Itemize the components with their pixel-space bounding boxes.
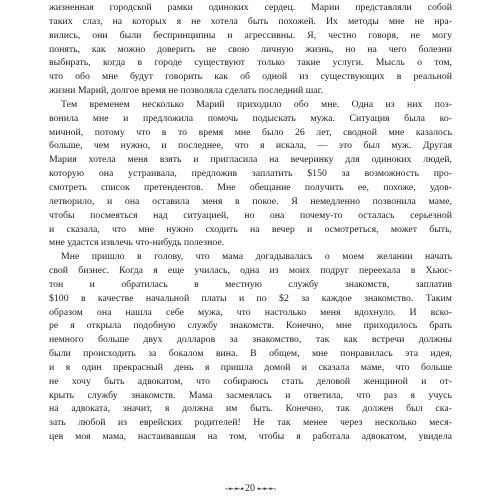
ornament-left-icon: ~•~•~• bbox=[224, 483, 243, 494]
text-line: что обо мне будут говорить как об одной из существующих в реальной bbox=[49, 71, 452, 83]
text-line: и я один прекрасный день я пришла домой и сказала маме, что больше bbox=[49, 361, 452, 373]
text-line: жизненная городской рамки одиноких сердец. Марии представляли собой bbox=[49, 2, 452, 13]
text-line: вонила мне и предложила помочь подыскать мужа. Ситуация была ко- bbox=[49, 112, 452, 124]
text-line: Тем временем несколько Марий приходило обо мне. Одна из них поз- bbox=[61, 98, 452, 110]
text-line: таких слаз, на которых я не хотела быть похожей. Их методы мне не нра- bbox=[49, 15, 452, 27]
body-text bbox=[49, 0, 452, 444]
ornament-right-icon: •~•~•~ bbox=[257, 483, 276, 494]
text-line: Мария хотела меня взять и пригласила на вечеринку для одиноких людей, bbox=[49, 154, 452, 166]
text-line: зать любой из еврейских родителей! Не так менее через несколько меся- bbox=[49, 417, 452, 429]
text-line: чтобы посмеяться над ситуацией, но она почему-то осталась серьезной bbox=[49, 209, 452, 221]
page-number: 20 bbox=[245, 483, 255, 494]
text-line: Мне пришло в голову, что мама догадывалась о моем желании начать bbox=[61, 251, 452, 263]
text-line: немного больше двух долларов за знакомство, так как встречи должны bbox=[49, 334, 452, 346]
text-line: крыть службу знакомств. Мама засмеялась и ответила, что раз я учусь bbox=[49, 389, 452, 401]
text-line: мне удастся извлечь что-нибудь полезное. bbox=[49, 237, 225, 249]
text-line: не хочу быть адвокатом, что собираюсь стать деловой женщиной и от- bbox=[49, 375, 452, 387]
text-line: выбирать, когда в городе существуют только такие услуги. Мысль о том, bbox=[49, 57, 452, 69]
text-line: на адвоката, значит, я должна им быть. Конечно, так должен был ска- bbox=[49, 403, 452, 415]
text-line: мичной, потому что в то время мне было 26 лет, сводной мне казалось bbox=[49, 126, 452, 138]
page-footer bbox=[0, 483, 500, 494]
text-line: понять, как можно доверить не свою личную жизнь, но на чего болезни bbox=[49, 43, 452, 55]
text-line: вились, они были беспринципны и агрессивны. Я, честно говоря, не могу bbox=[49, 29, 452, 41]
text-line: летворило, и она оставила меня в покое. Я немедленно позвонила маме, bbox=[49, 195, 452, 207]
text-line: свой бизнес. Когда я еще училась, одна из моих подруг переехала в Хьюс- bbox=[49, 265, 452, 277]
text-line: и сказала, что мне нужно сходить на вечер и осмотреться, может быть, bbox=[49, 223, 452, 235]
text-line: ре я открыла подобную службу знакомств. Конечно, мне приходилось брать bbox=[49, 320, 452, 332]
text-line: больше, чем нужно, и последнее, что я искала, — это был муж. Другая bbox=[49, 140, 452, 152]
text-line: которую она устраивала, предложив заплатить $150 за возможность про- bbox=[49, 168, 452, 180]
text-line: жизни Марий, долгое время не позволяла сделать последний шаг. bbox=[49, 85, 324, 97]
text-line: образом она нашла себе мужа, что настолько меня вдохнуло. И вско- bbox=[49, 306, 452, 318]
text-line: были происходить за бокалом вина. В общем, мне понравилась эта идея, bbox=[49, 348, 452, 360]
text-line: $100 в качестве начальной платы и по $2 за каждое знакомство. Таким bbox=[49, 292, 452, 304]
text-line: смотреть список претендентов. Мне обещание получить ее, похоже, удов- bbox=[49, 181, 452, 193]
text-line: цев моя мама, настаивавшая на том, чтобы я работала адвокатом, увидела bbox=[49, 431, 452, 443]
text-line: тон и обратилась в местную службу знакомств, заплатив bbox=[49, 278, 452, 290]
